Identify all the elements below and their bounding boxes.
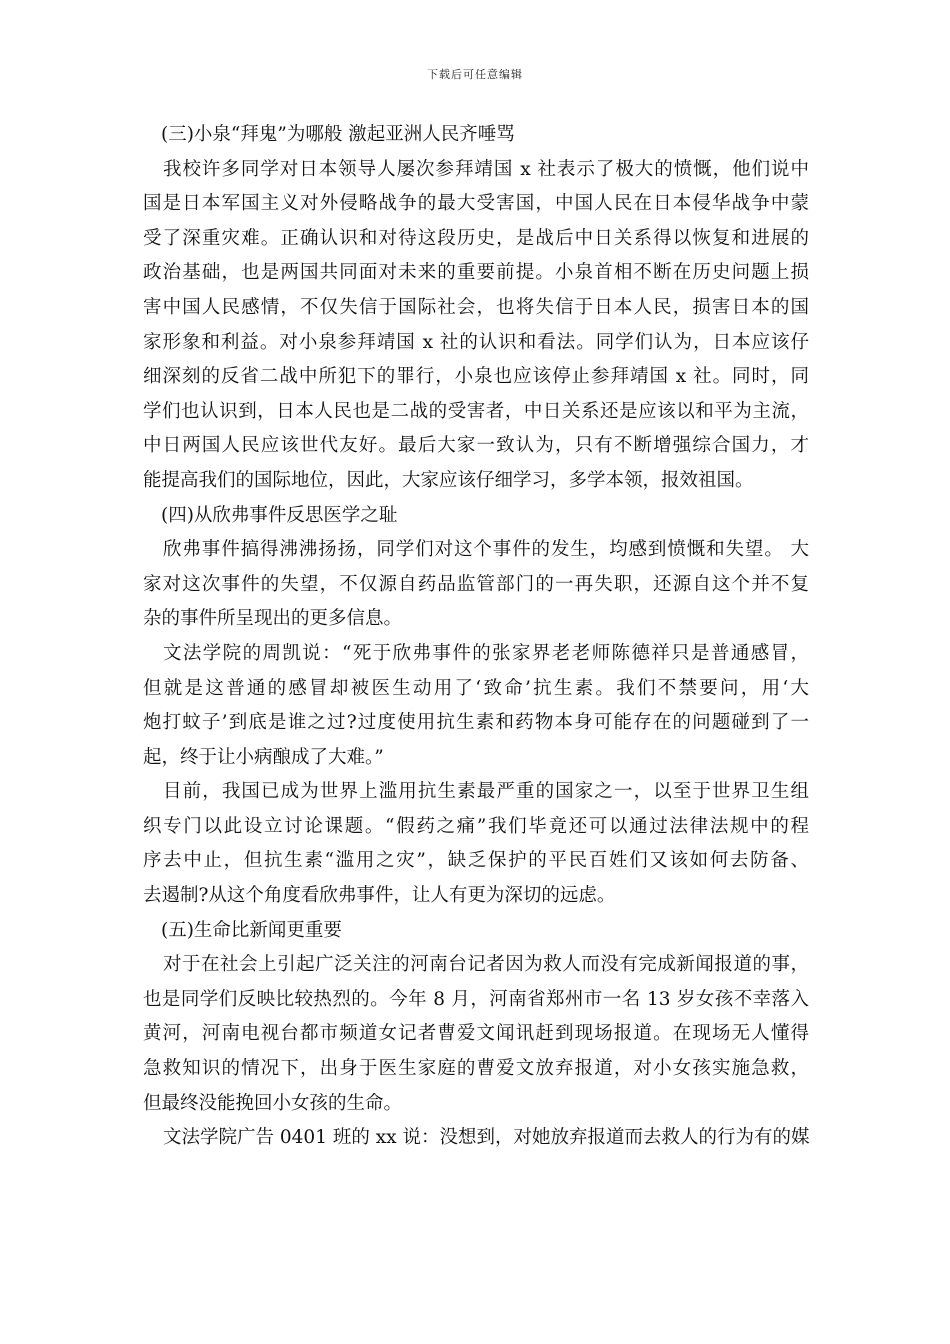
paragraph-line: 中日两国人民应该世代友好。最后大家一致认为，只有不断增强综合国力，才 [143, 435, 809, 457]
paragraph-line: 也是同学们反映比较热烈的。今年 8 月，河南省郑州市一名 13 岁女孩不幸落入 [143, 988, 809, 1010]
paragraph-line: 受了深重灾难。正确认识和对待这段历史，是战后中日关系得以恢复和进展的 [143, 227, 809, 249]
paragraph-line: 起，终于让小病酿成了大难。” [143, 746, 384, 768]
paragraph-line: 家对这次事件的失望，不仅源自药品监管部门的一再失职，还源自这个并不复 [143, 573, 809, 595]
paragraph-line: 国是日本军国主义对外侵略战争的最大受害国，中国人民在日本侵华战争中蒙 [143, 193, 809, 215]
paragraph-line: 杂的事件所呈现出的更多信息。 [143, 608, 403, 630]
paragraph-line: 我校许多同学对日本领导人屡次参拜靖国 x 社表示了极大的愤慨，他们说中 [163, 158, 809, 180]
section-heading: (四)从欣弗事件反思医学之耻 [161, 504, 398, 526]
paragraph-line: 文法学院广告 0401 班的 xx 说：没想到，对她放弃报道而去救人的行为有的媒 [163, 1127, 810, 1149]
paragraph-line: 能提高我们的国际地位，因此，大家应该仔细学习，多学本领，报效祖国。 [143, 469, 754, 491]
section-heading: (三)小泉“拜鬼”为哪般 激起亚洲人民齐唾骂 [161, 124, 515, 145]
paragraph-line: 政治基础，也是两国共同面对未来的重要前提。小泉首相不断在历史问题上损 [143, 262, 809, 284]
paragraph-line: 欣弗事件搞得沸沸扬扬，同学们对这个事件的发生，均感到愤慨和失望。 大 [163, 539, 809, 561]
paragraph-line: 家形象和利益。对小泉参拜靖国 x 社的认识和看法。同学们认为，日本应该仔 [143, 331, 809, 353]
paragraph-line: 细深刻的反省二战中所犯下的罪行，小泉也应该停止参拜靖国 x 社。同时，同 [143, 366, 809, 388]
paragraph-line: 但最终没能挽回小女孩的生命。 [143, 1092, 403, 1114]
paragraph-line: 目前，我国已成为世界上滥用抗生素最严重的国家之一，以至于世界卫生组 [163, 781, 809, 803]
paragraph-line: 炮打蚊子’到底是谁之过?过度使用抗生素和药物本身可能存在的问题碰到了一 [143, 712, 809, 734]
paragraph-line: 序去中止，但抗生素“滥用之灾”，缺乏保护的平民百姓们又该如何去防备、 [143, 850, 809, 872]
paragraph-line: 但就是这普通的感冒却被医生动用了‘致命’抗生素。我们不禁要问，用‘大 [143, 677, 809, 699]
paragraph-line: 去遏制?从这个角度看欣弗事件，让人有更为深切的远虑。 [143, 885, 616, 907]
paragraph-line: 织专门以此设立讨论课题。“假药之痛”我们毕竟还可以通过法律法规中的程 [143, 815, 809, 837]
page-header: 下载后可任意编辑 [427, 68, 523, 81]
paragraph-line: 急救知识的情况下，出身于医生家庭的曹爱文放弃报道，对小女孩实施急救， [143, 1058, 809, 1080]
paragraph-line: 学们也认识到，日本人民也是二战的受害者，中日关系还是应该以和平为主流， [143, 400, 809, 422]
paragraph-line: 黄河，河南电视台都市频道女记者曹爱文闻讯赶到现场报道。在现场无人懂得 [143, 1023, 809, 1045]
document-body [143, 118, 809, 1156]
paragraph-line: 对于在社会上引起广泛关注的河南台记者因为救人而没有完成新闻报道的事， [163, 954, 809, 976]
paragraph-line: 文法学院的周凯说：“死于欣弗事件的张家界老老师陈德祥只是普通感冒， [163, 642, 809, 664]
section-heading: (五)生命比新闻更重要 [161, 919, 342, 941]
paragraph-line: 害中国人民感情，不仅失信于国际社会，也将失信于日本人民，损害日本的国 [143, 296, 809, 318]
